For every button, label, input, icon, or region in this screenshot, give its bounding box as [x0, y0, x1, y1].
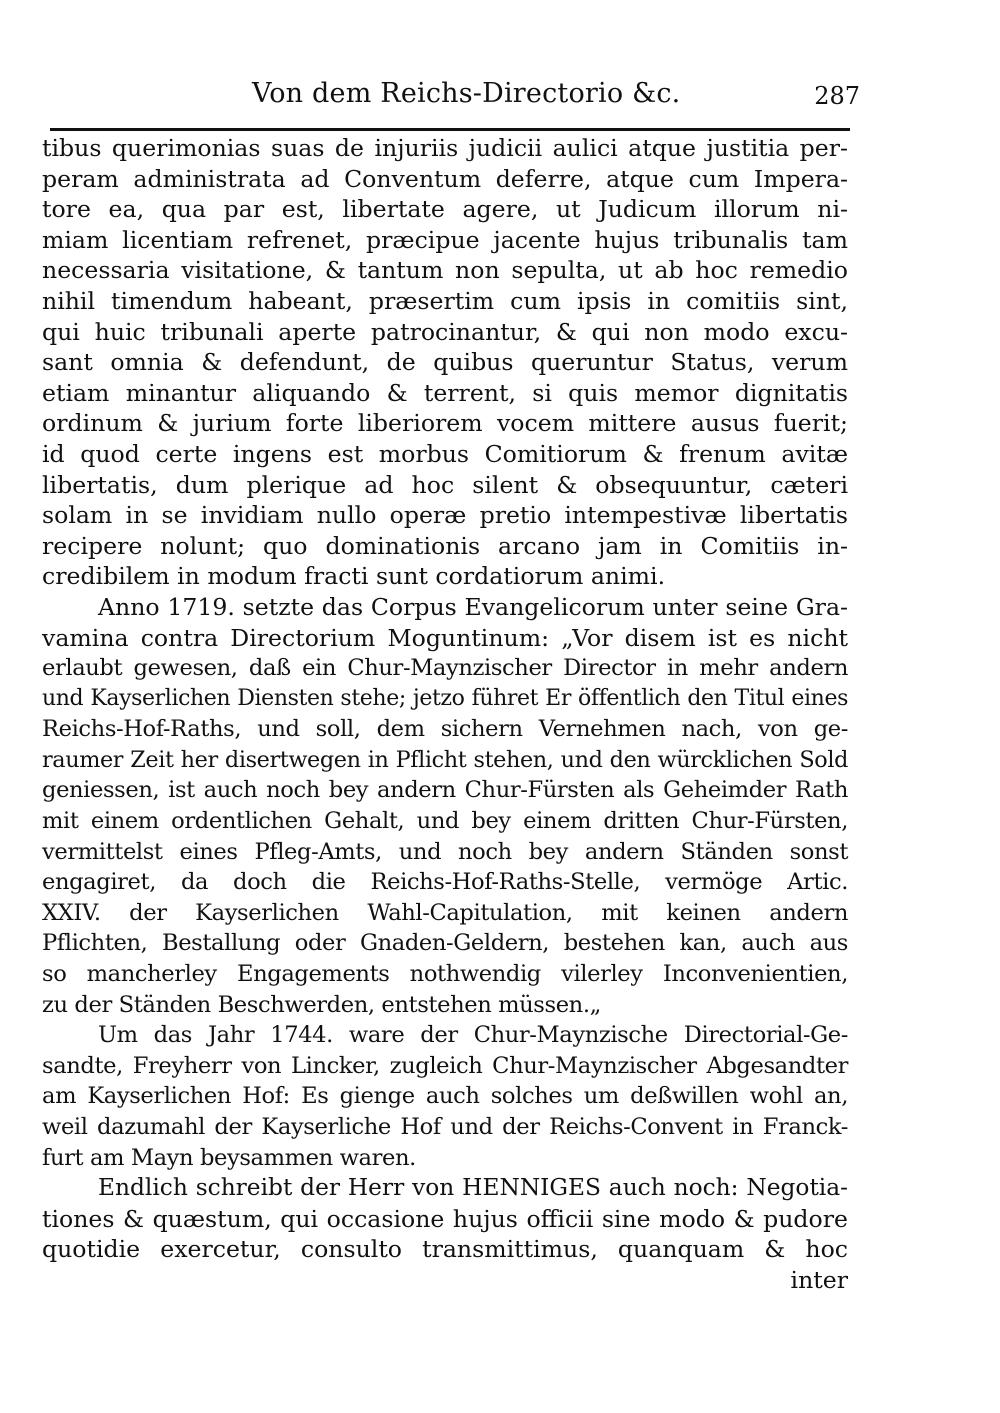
fraktur-line: raumer Zeit her disertwegen in Pflicht stehen, und den würcklichen Sold — [42, 746, 848, 773]
page-number: 287 — [814, 82, 860, 110]
body-text — [42, 133, 848, 1296]
fraktur-line: weil dazumahl der Kayserliche Hof und der Reichs-Convent in Franck- — [42, 1114, 848, 1140]
fraktur-line: und Kayserlichen Diensten stehe; jetzo führet Er öffentlich den Titul eines — [42, 685, 848, 711]
text-line: quotidie exercetur, consulto transmittimus, quanquam & hoc — [42, 1235, 848, 1264]
text-line: tore ea, qua par est, libertate agere, ut Judicum illorum ni- — [42, 195, 848, 224]
text-line: etiam minantur aliquando & terrent, si quis memor dignitatis — [42, 378, 848, 407]
fraktur-line: engagiret, da doch die Reichs-Hof-Raths-Stelle, vermöge Artic. — [42, 869, 848, 896]
text-line: nihil timendum habeant, præsertim cum ipsis in comitiis sint, — [42, 286, 848, 315]
fraktur-line: XXIV. der Kayserlichen Wahl-Capitulation, mit keinen andern — [42, 899, 848, 926]
page-header — [40, 68, 860, 118]
text-line: sant omnia & defendunt, de quibus queruntur Status, verum — [42, 348, 848, 377]
text-line: miam licentiam refrenet, præcipue jacente hujus tribunalis tam — [42, 225, 848, 254]
text-line: ordinum & jurium forte liberiorem vocem mittere ausus fuerit; — [42, 409, 848, 438]
fraktur-line: mit einem ordentlichen Gehalt, und bey einem dritten Chur-Fürsten, — [42, 808, 848, 835]
text-line: libertatis, dum plerique ad hoc silent & obsequuntur, cæteri — [42, 470, 848, 499]
paragraph-start-line: Um das Jahr 1744. ware der Chur-Maynzische Directorial-Ge- — [98, 1022, 848, 1049]
fraktur-line: sandte, Freyherr von Lincker, zugleich Chur-Maynzischer Abgesandter — [42, 1052, 848, 1079]
text-line: qui huic tribunali aperte patrocinantur, & qui non modo excu- — [42, 317, 848, 346]
text-line: solam in se invidiam nullo operæ pretio intempestivæ libertatis — [42, 501, 848, 530]
fraktur-line: zu der Ständen Beschwerden, entstehen müssen.„ — [42, 991, 601, 1018]
fraktur-line: Pflichten, Bestallung oder Gnaden-Geldern, bestehen kan, auch aus — [42, 930, 848, 957]
catchword: inter — [790, 1265, 848, 1294]
fraktur-line: so mancherley Engagements nothwendig vilerley Inconvenientien, — [42, 961, 848, 988]
fraktur-line: Reichs-Hof-Raths, und soll, dem sichern Vernehmen nach, von ge- — [42, 716, 848, 743]
paragraph-start-line: Anno 1719. setzte das Corpus Evangelicorum unter seine Gra- — [98, 592, 848, 621]
fraktur-line: erlaubt gewesen, daß ein Chur-Maynzischer Director in mehr andern — [42, 655, 848, 682]
text-line: id quod certe ingens est morbus Comitiorum & frenum avitæ — [42, 439, 848, 468]
text-line: tiones & quæstum, qui occasione hujus officii sine modo & pudore — [42, 1204, 848, 1233]
text-line: vamina contra Directorium Moguntinum: „Vor disem ist es nicht — [42, 623, 848, 652]
paragraph-start-line: Endlich schreibt der Herr von HENNIGES auch noch: Negotia- — [98, 1174, 848, 1202]
fraktur-line: vermittelst eines Pfleg-Amts, und noch bey andern Ständen sonst — [42, 838, 848, 865]
text-line: recipere nolunt; quo dominationis arcano jam in Comitiis in- — [42, 531, 848, 560]
text-line: credibilem in modum fracti sunt cordatiorum animi. — [42, 562, 666, 591]
text-line: necessaria visitatione, & tantum non sepulta, ut ab hoc remedio — [42, 256, 848, 285]
header-rule — [50, 128, 850, 131]
fraktur-line: am Kayserlichen Hof: Es gienge auch solches um deßwillen wohl an, — [42, 1083, 848, 1110]
fraktur-line: furt am Mayn beysammen waren. — [42, 1144, 416, 1171]
fraktur-line: geniessen, ist auch noch bey andern Chur-Fürsten als Geheimder Rath — [42, 777, 848, 804]
running-title: Von dem Reichs-Directorio &c. — [252, 78, 681, 109]
text-line: peram administrata ad Conventum deferre, atque cum Impera- — [42, 164, 848, 193]
text-line: tibus querimonias suas de injuriis judicii aulici atque justitia per- — [42, 134, 848, 162]
